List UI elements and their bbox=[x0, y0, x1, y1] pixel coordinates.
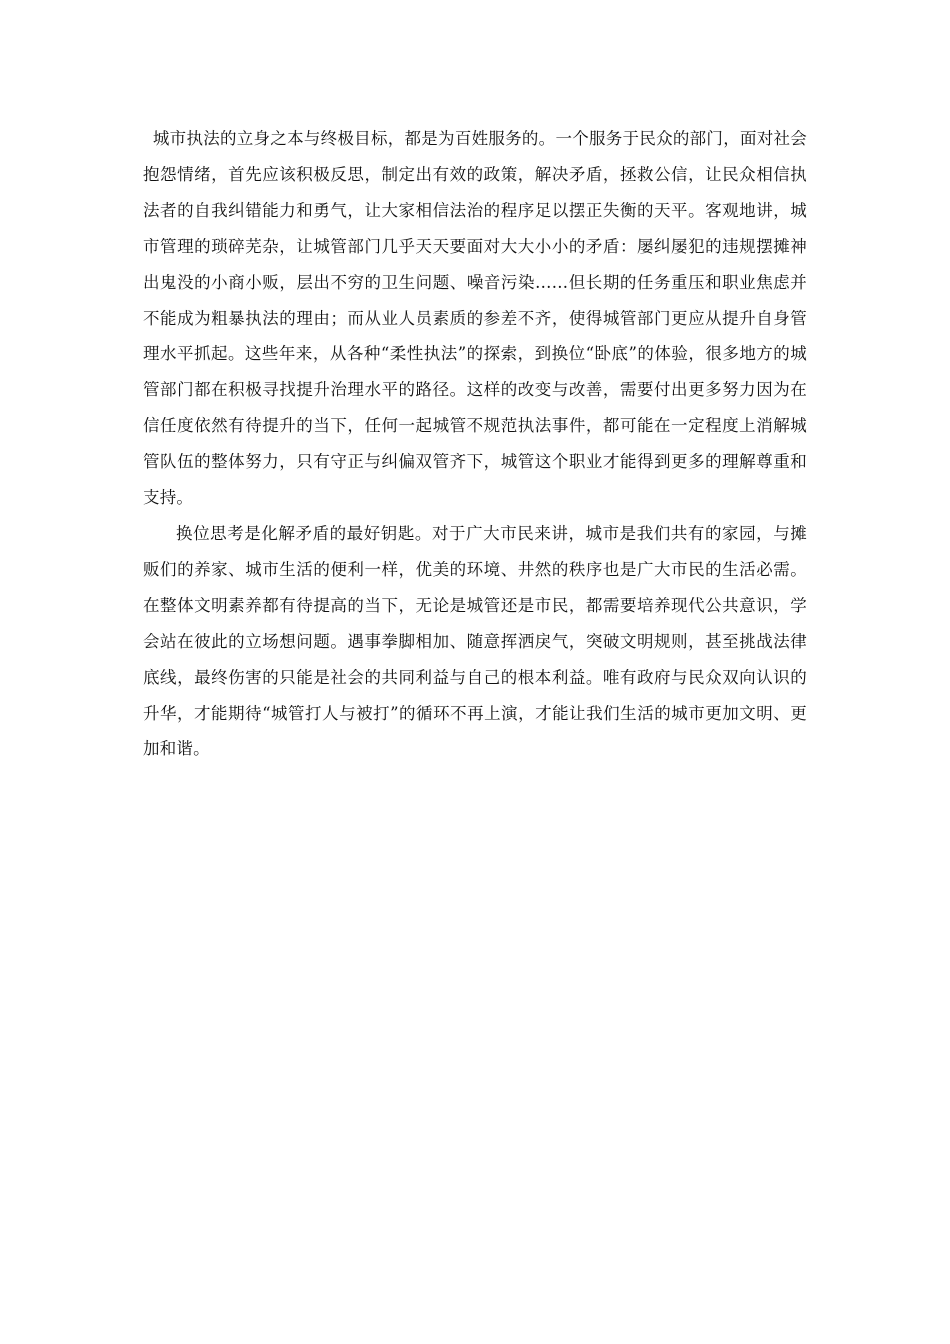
paragraph-2: 换位思考是化解矛盾的最好钥匙。对于广大市民来讲，城市是我们共有的家园，与摊贩们的养家、城市生活的便利一样，优美的环境、井然的秩序也是广大市民的生活必需。在整体文明素养都有待提高的当下，无论是城管还是市民，都需要培养现代公共意识，学会站在彼此的立场想问题。遇事拳脚相加、随意挥洒戾气，突破文明规则，甚至挑战法律底线，最终伤害的只能是社会的共同利益与自己的根本利益。唯有政府与民众双向认识的升华，才能期待“城管打人与被打”的循环不再上演，才能让我们生活的城市更加文明、更加和谐。 bbox=[143, 523, 807, 759]
paragraph-1: 城市执法的立身之本与终极目标，都是为百姓服务的。一个服务于民众的部门，面对社会抱怨情绪，首先应该积极反思，制定出有效的政策，解决矛盾，拯救公信，让民众相信执法者的自我纠错能力和勇气，让大家相信法治的程序足以摆正失衡的天平。客观地讲，城市管理的琐碎芜杂，让城管部门几乎天天要面对大大小小的矛盾：屡纠屡犯的违规摆摊神出鬼没的小商小贩，层出不穷的卫生问题、噪音污染……但长期的任务重压和职业焦虑并不能成为粗暴执法的理由；而从业人员素质的参差不齐，使得城管部门更应从提升自身管理水平抓起。这些年来，从各种“柔性执法”的探索，到换位“卧底”的体验，很多地方的城管部门都在积极寻找提升治理水平的路径。这样的改变与改善，需要付出更多努力因为在信任度依然有待提升的当下，任何一起城管不规范执法事件，都可能在一定程度上消解城管队伍的整体努力，只有守正与纠偏双管齐下，城管这个职业才能得到更多的理解尊重和支持。 bbox=[143, 129, 807, 508]
document-body bbox=[143, 121, 807, 767]
